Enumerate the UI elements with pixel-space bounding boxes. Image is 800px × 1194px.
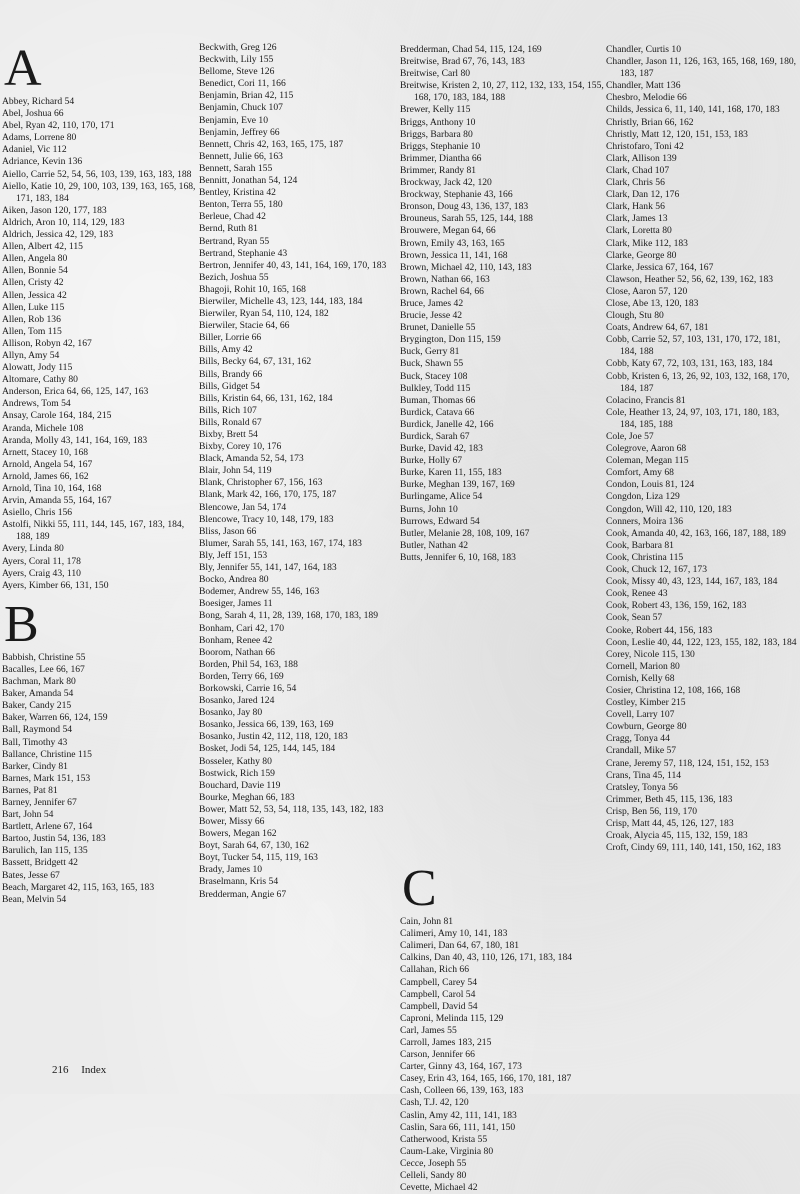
index-entry: Bierwiler, Stacie 64, 66	[199, 320, 290, 332]
index-entry: Congdon, Liza 129	[606, 491, 680, 503]
index-entry: Crisp, Matt 44, 45, 126, 127, 183	[606, 818, 734, 829]
index-entry: Ayers, Coral 11, 178	[2, 555, 81, 567]
index-entry: Clark, Dan 12, 176	[606, 189, 680, 201]
index-entry: Clawson, Heather 52, 56, 62, 139, 162, 183	[606, 273, 774, 285]
index-entry: Cook, Amanda 40, 42, 163, 166, 187, 188, 189	[606, 527, 786, 539]
index-entry: Benedict, Cori 11, 166	[199, 78, 286, 90]
index-entry: Costley, Kimber 215	[606, 697, 686, 709]
index-entry: Bacalles, Lee 66, 167	[2, 663, 85, 675]
index-entry: Clark, Chad 107	[606, 164, 670, 176]
index-entry: Allen, Tom 115	[2, 325, 62, 337]
index-entry: Burlingame, Alice 54	[400, 491, 483, 503]
index-column-4	[606, 44, 798, 854]
index-entry: Bixby, Brett 54	[199, 429, 258, 440]
index-entry: Brockway, Jack 42, 120	[400, 177, 492, 189]
index-entry: Cecce, Joseph 55	[400, 1157, 467, 1169]
index-entry: Borden, Terry 66, 169	[199, 670, 284, 682]
index-entry: Aiello, Carrie 52, 54, 56, 103, 139, 163, 183, 188	[2, 168, 192, 180]
index-entry: Cowburn, George 80	[606, 721, 687, 733]
index-entry: Brygington, Don 115, 159	[400, 334, 501, 346]
index-entry: Bly, Jeff 151, 153	[199, 549, 268, 561]
index-entry: Cobb, Kristen 6, 13, 26, 92, 103, 132, 168, 170, 184, 187	[606, 370, 790, 394]
index-entry: Benjamin, Jeffrey 66	[199, 126, 280, 138]
index-entry: Cornish, Kelly 68	[606, 672, 675, 684]
index-entry: Burdick, Sarah 67	[400, 431, 470, 442]
index-entry: Barulich, Ian 115, 135	[2, 845, 88, 857]
index-entry: Burdick, Janelle 42, 166	[400, 418, 494, 430]
index-entry: Bonham, Cari 42, 170	[199, 622, 285, 634]
index-entry: Crimmer, Beth 45, 115, 136, 183	[606, 793, 733, 805]
index-entry: Celleli, Sandy 80	[400, 1170, 467, 1181]
index-entry: Ball, Raymond 54	[2, 724, 73, 736]
index-entry: Clark, Chris 56	[606, 177, 665, 189]
index-entry: Buman, Thomas 66	[400, 394, 476, 406]
index-entry: Bart, John 54	[2, 809, 54, 821]
index-entry: Breitwise, Carl 80	[400, 68, 471, 80]
index-entry: Bulkley, Todd 115	[400, 382, 471, 394]
index-entry: Coon, Leslie 40, 44, 122, 123, 155, 182, 183, 184	[606, 636, 797, 648]
index-entry: Blumer, Sarah 55, 141, 163, 167, 174, 183	[199, 537, 362, 549]
index-entry: Bennett, Julie 66, 163	[199, 150, 283, 162]
index-entry: Clark, Allison 139	[606, 152, 677, 164]
index-entry: Abbey, Richard 54	[2, 96, 75, 107]
index-entry: Boorom, Nathan 66	[199, 646, 275, 658]
index-entry: Ansay, Carole 164, 184, 215	[2, 410, 112, 422]
index-entry: Benjamin, Chuck 107	[199, 102, 283, 114]
index-entry: Corey, Nicole 115, 130	[606, 648, 695, 660]
index-entry: Benton, Terra 55, 180	[199, 199, 283, 211]
index-entry: Borden, Phil 54, 163, 188	[199, 658, 298, 670]
index-entry: Chandler, Curtis 10	[606, 44, 682, 55]
index-entry: Boesiger, James 11	[199, 598, 273, 610]
index-entry: Campbell, Carey 54	[400, 976, 477, 988]
index-entry: Cooke, Robert 44, 156, 183	[606, 624, 713, 636]
index-entry: Campbell, David 54	[400, 1000, 478, 1012]
index-entry: Carl, James 55	[400, 1024, 457, 1036]
index-entry: Brunet, Danielle 55	[400, 322, 476, 334]
index-entry: Close, Aaron 57, 120	[606, 285, 688, 297]
index-entry: Bezich, Joshua 55	[199, 271, 269, 283]
index-entry: Butler, Melanie 28, 108, 109, 167	[400, 527, 530, 539]
index-entry: Astolfi, Nikki 55, 111, 144, 145, 167, 183, 184, 188, 189	[2, 519, 185, 543]
index-entry: Bernd, Ruth 81	[199, 223, 258, 235]
index-entry: Allen, Luke 115	[2, 301, 65, 313]
index-entry: Brown, Emily 43, 163, 165	[400, 237, 505, 249]
index-entry: Aranda, Michele 108	[2, 422, 84, 434]
index-entry: Adriance, Kevin 136	[2, 156, 83, 168]
index-entry: Bronson, Doug 43, 136, 137, 183	[400, 201, 529, 213]
index-entry: Asiello, Chris 156	[2, 507, 73, 519]
index-entry: Brucie, Jesse 42	[400, 310, 463, 322]
index-entry: Carson, Jennifer 66	[400, 1049, 475, 1061]
index-entry: Crans, Tina 45, 114	[606, 769, 682, 781]
index-entry: Blair, John 54, 119	[199, 465, 272, 477]
index-entry: Black, Amanda 52, 54, 173	[199, 453, 304, 465]
index-entry: Bertrand, Ryan 55	[199, 235, 270, 247]
index-entry: Clark, Loretta 80	[606, 225, 672, 237]
index-entry: Clarke, Jessica 67, 164, 167	[606, 261, 714, 273]
index-entry: Bierwiler, Ryan 54, 110, 124, 182	[199, 308, 329, 320]
index-entry: Biller, Lorrie 66	[199, 332, 262, 344]
index-entry: Carroll, James 183, 215	[400, 1036, 492, 1048]
index-entry: Bean, Melvin 54	[2, 893, 67, 905]
index-entry: Aiken, Jason 120, 177, 183	[2, 204, 107, 216]
index-entry: Bills, Kristin 64, 66, 131, 162, 184	[199, 392, 333, 404]
index-entry: Bredderman, Angie 67	[199, 888, 287, 900]
index-entry: Christly, Matt 12, 120, 151, 153, 183	[606, 128, 748, 140]
index-entry: Boyt, Sarah 64, 67, 130, 162	[199, 840, 310, 852]
index-entry: Butler, Nathan 42	[400, 539, 469, 551]
index-entry: Ayers, Kimber 66, 131, 150	[2, 579, 109, 591]
index-entry: Bouchard, Davie 119	[199, 779, 281, 791]
index-entry: Bellome, Steve 126	[199, 66, 275, 78]
index-entry: Campbell, Carol 54	[400, 988, 476, 1000]
index-entry: Calimeri, Amy 10, 141, 183	[400, 928, 508, 940]
index-entry: Arnold, James 66, 162	[2, 470, 89, 482]
index-entry: Ayers, Craig 43, 110	[2, 567, 81, 579]
index-entry: Arnett, Stacey 10, 168	[2, 446, 89, 458]
index-entry: Brouneus, Sarah 55, 125, 144, 188	[400, 213, 533, 225]
index-entry: Barney, Jennifer 67	[2, 796, 77, 808]
index-entry: Cook, Barbara 81	[606, 539, 674, 551]
index-entry: Cook, Missy 40, 43, 123, 144, 167, 183, 184	[606, 576, 778, 588]
index-entry: Benjamin, Brian 42, 115	[199, 90, 294, 102]
index-entry: Bills, Becky 64, 67, 131, 162	[199, 356, 312, 368]
index-entry: Condon, Louis 81, 124	[606, 479, 695, 491]
index-entry: Catherwood, Krista 55	[400, 1133, 488, 1145]
index-entry: Arnold, Angela 54, 167	[2, 458, 93, 470]
index-entry: Clough, Stu 80	[606, 310, 664, 322]
index-entry: Allen, Angela 80	[2, 253, 68, 265]
index-entry: Aiello, Katie 10, 29, 100, 103, 139, 163, 165, 168, 171, 183, 184	[2, 180, 196, 204]
index-entry: Bower, Matt 52, 53, 54, 118, 135, 143, 182, 183	[199, 803, 384, 815]
index-entry: Caproni, Melinda 115, 129	[400, 1012, 504, 1024]
index-column-2	[199, 42, 403, 901]
index-entry: Bennitt, Jonathan 54, 124	[199, 175, 298, 187]
index-entry: Christofaro, Toni 42	[606, 140, 684, 152]
index-entry: Cornell, Marion 80	[606, 660, 680, 672]
index-entry: Cobb, Katy 67, 72, 103, 131, 163, 183, 184	[606, 358, 773, 370]
section-letter-a: A	[4, 40, 42, 97]
index-entry: Briggs, Barbara 80	[400, 128, 473, 140]
index-entry: Bills, Gidget 54	[199, 380, 261, 392]
page-number: 216	[52, 1064, 69, 1076]
index-entry: Bassett, Bridgett 42	[2, 857, 78, 869]
index-entry: Bills, Rich 107	[199, 404, 257, 416]
index-entry: Bruce, James 42	[400, 297, 464, 309]
index-entry: Adaniel, Vic 112	[2, 144, 67, 156]
index-entry: Croft, Cindy 69, 111, 140, 141, 150, 162, 183	[606, 842, 781, 854]
index-entry: Burke, Karen 11, 155, 183	[400, 467, 502, 479]
index-entry: Brimmer, Diantha 66	[400, 152, 482, 164]
index-entry: Brown, Rachel 64, 66	[400, 285, 484, 297]
index-entry: Christly, Brian 66, 162	[606, 116, 694, 128]
index-entry: Aldrich, Aron 10, 114, 129, 183	[2, 216, 125, 228]
index-entry: Burke, Meghan 139, 167, 169	[400, 479, 515, 491]
index-entry: Baker, Candy 215	[2, 700, 72, 712]
index-entry: Abel, Joshua 66	[2, 108, 64, 120]
index-entry: Breitwise, Brad 67, 76, 143, 183	[400, 56, 525, 68]
index-entry: Croak, Alycia 45, 115, 132, 159, 183	[606, 830, 748, 842]
index-entry: Allen, Albert 42, 115	[2, 241, 83, 253]
index-entry: Bentley, Kristina 42	[199, 187, 276, 199]
index-entry: Bowers, Megan 162	[199, 828, 277, 840]
index-entry: Avery, Linda 80	[2, 543, 64, 555]
index-entry: Bertrand, Stephanie 43	[199, 247, 288, 259]
index-entry: Beach, Margaret 42, 115, 163, 165, 183	[2, 881, 155, 893]
index-entry: Brown, Michael 42, 110, 143, 183	[400, 261, 532, 273]
index-entry: Brown, Nathan 66, 163	[400, 273, 490, 285]
section-gap	[400, 564, 606, 860]
index-entry: Bennett, Sarah 155	[199, 162, 273, 174]
index-entry: Callahan, Rich 66	[400, 964, 470, 976]
index-entry: Bosanko, Jessica 66, 139, 163, 169	[199, 719, 334, 731]
index-entry: Blank, Christopher 67, 156, 163	[199, 477, 323, 489]
index-entry: Cook, Chuck 12, 167, 173	[606, 564, 708, 576]
index-entry: Clark, James 13	[606, 213, 668, 225]
index-entry: Beckwith, Greg 126	[199, 42, 277, 53]
index-entry: Burdick, Catava 66	[400, 406, 475, 418]
index-entry: Barnes, Pat 81	[2, 784, 58, 796]
index-entry: Bonham, Renee 42	[199, 634, 273, 646]
index-entry: Cragg, Tonya 44	[606, 733, 670, 745]
index-entry: Bills, Brandy 66	[199, 368, 263, 380]
index-entry: Barnes, Mark 151, 153	[2, 772, 91, 784]
index-entry: Braselmann, Kris 54	[199, 876, 279, 888]
index-entry: Barker, Cindy 81	[2, 760, 68, 772]
index-entry: Bartoo, Justin 54, 136, 183	[2, 833, 106, 845]
index-entry: Chesbro, Melodie 66	[606, 92, 687, 104]
index-entry: Brown, Jessica 11, 141, 168	[400, 249, 508, 261]
index-entry: Adams, Lorrene 80	[2, 132, 77, 144]
index-entry: Bliss, Jason 66	[199, 525, 257, 537]
index-entry: Blank, Mark 42, 166, 170, 175, 187	[199, 489, 337, 501]
index-entry: Conners, Moira 136	[606, 515, 684, 527]
index-entry: Coats, Andrew 64, 67, 181	[606, 322, 709, 334]
index-entry: Bosseler, Kathy 80	[199, 755, 272, 767]
index-entry: Comfort, Amy 68	[606, 467, 674, 479]
index-entry: Cook, Christina 115	[606, 551, 684, 563]
footer-section-label: Index	[81, 1064, 107, 1076]
index-entry: Cevette, Michael 42	[400, 1182, 478, 1194]
index-entry: Bly, Jennifer 55, 141, 147, 164, 183	[199, 562, 337, 574]
index-entry: Baker, Warren 66, 124, 159	[2, 712, 108, 724]
index-entry: Caslin, Sara 66, 111, 141, 150	[400, 1121, 516, 1133]
index-entry: Coleman, Megan 115	[606, 455, 689, 467]
index-entry: Bixby, Corey 10, 176	[199, 441, 282, 453]
index-entry: Bierwiler, Michelle 43, 123, 144, 183, 184	[199, 295, 363, 307]
index-entry: Bertron, Jennifer 40, 43, 141, 164, 169, 170, 183	[199, 259, 387, 271]
index-entry: Bredderman, Chad 54, 115, 124, 169	[400, 44, 542, 55]
index-entry: Cook, Robert 43, 136, 159, 162, 183	[606, 600, 747, 612]
index-entry: Blencowe, Jan 54, 174	[199, 501, 287, 513]
index-entry: Cook, Renee 43	[606, 588, 668, 600]
index-entry: Chandler, Matt 136	[606, 80, 681, 92]
index-entry: Burrows, Edward 54	[400, 515, 480, 527]
index-entry: Beckwith, Lily 155	[199, 54, 274, 66]
index-entry: Blencowe, Tracy 10, 148, 179, 183	[199, 513, 334, 525]
index-entry: Bennett, Chris 42, 163, 165, 175, 187	[199, 138, 344, 150]
index-entry: Bosanko, Jay 80	[199, 707, 263, 719]
index-entry: Crandall, Mike 57	[606, 745, 677, 757]
index-entry: Cash, T.J. 42, 120	[400, 1097, 469, 1109]
index-entry: Cole, Joe 57	[606, 431, 654, 442]
index-entry: Alowatt, Jody 115	[2, 362, 73, 374]
index-entry: Berleue, Chad 42	[199, 211, 266, 223]
index-entry: Cain, John 81	[400, 916, 454, 928]
index-entry: Clark, Hank 56	[606, 201, 665, 213]
index-entry: Bosket, Jodi 54, 125, 144, 145, 184	[199, 743, 336, 755]
index-entry: Cobb, Carrie 52, 57, 103, 131, 170, 172, 181, 184, 188	[606, 334, 781, 358]
index-entry: Burke, David 42, 183	[400, 443, 483, 455]
index-entry: Ballance, Christine 115	[2, 748, 92, 760]
index-entry: Chandler, Jason 11, 126, 163, 165, 168, 169, 180, 183, 187	[606, 56, 797, 80]
index-entry: Allen, Jessica 42	[2, 289, 67, 301]
index-entry: Bocko, Andrea 80	[199, 574, 269, 586]
index-entry: Babbish, Christine 55	[2, 651, 86, 663]
section-letter-b: B	[4, 595, 39, 653]
index-entry: Brouwere, Megan 64, 66	[400, 225, 496, 237]
index-entry: Butts, Jennifer 6, 10, 168, 183	[400, 551, 516, 563]
index-entry: Cosier, Christina 12, 108, 166, 168	[606, 684, 741, 696]
index-entry: Brimmer, Randy 81	[400, 164, 477, 176]
index-entry: Cash, Colleen 66, 139, 163, 183	[400, 1085, 524, 1097]
index-entry: Brockway, Stephanie 43, 166	[400, 189, 513, 201]
index-entry: Altomare, Cathy 80	[2, 374, 78, 386]
index-entry: Ball, Timothy 43	[2, 736, 68, 748]
index-entry: Crisp, Ben 56, 119, 170	[606, 805, 698, 817]
index-entry: Colegrove, Aaron 68	[606, 443, 687, 455]
index-entry: Bosanko, Jared 124	[199, 695, 275, 707]
index-entry: Caum-Lake, Virginia 80	[400, 1145, 494, 1157]
index-entry: Cook, Sean 57	[606, 612, 663, 624]
index-entry: Brady, James 10	[199, 864, 263, 876]
page-footer	[52, 1064, 116, 1076]
index-entry: Breitwise, Kristen 2, 10, 27, 112, 132, 133, 154, 155, 168, 170, 183, 184, 188	[400, 80, 604, 104]
index-entry: Clarke, George 80	[606, 249, 677, 261]
index-column-3	[400, 44, 606, 1194]
index-entry: Bodemer, Andrew 55, 146, 163	[199, 586, 320, 598]
index-entry: Arnold, Tina 10, 164, 168	[2, 483, 102, 494]
index-entry: Close, Abe 13, 120, 183	[606, 297, 699, 309]
index-entry: Baker, Amanda 54	[2, 688, 74, 700]
index-entry: Bills, Amy 42	[199, 344, 253, 356]
index-entry: Covell, Larry 107	[606, 709, 675, 721]
index-entry: Abel, Ryan 42, 110, 170, 171	[2, 120, 115, 132]
index-entry: Crane, Jeremy 57, 118, 124, 151, 152, 153	[606, 757, 769, 769]
index-entry: Brewer, Kelly 115	[400, 104, 471, 116]
index-entry: Benjamin, Eve 10	[199, 114, 269, 126]
index-entry: Briggs, Stephanie 10	[400, 140, 481, 152]
index-entry: Bhagoji, Rohit 10, 165, 168	[199, 283, 306, 295]
index-entry: Bartlett, Arlene 67, 164	[2, 821, 93, 833]
index-entry: Anderson, Erica 64, 66, 125, 147, 163	[2, 386, 149, 398]
index-entry: Casey, Erin 43, 164, 165, 166, 170, 181, 187	[400, 1073, 572, 1085]
index-entry: Borkowski, Carrie 16, 54	[199, 682, 297, 694]
index-entry: Buck, Shawn 55	[400, 358, 464, 370]
index-entry: Colacino, Francis 81	[606, 394, 686, 406]
index-entry: Calimeri, Dan 64, 67, 180, 181	[400, 940, 520, 952]
index-entry: Allison, Robyn 42, 167	[2, 337, 92, 349]
index-entry: Buck, Gerry 81	[400, 346, 460, 358]
index-entry: Cratsley, Tonya 56	[606, 781, 678, 793]
index-entry: Cole, Heather 13, 24, 97, 103, 171, 180, 183, 184, 185, 188	[606, 406, 780, 430]
index-entry: Boyt, Tucker 54, 115, 119, 163	[199, 852, 318, 864]
index-entry: Congdon, Will 42, 110, 120, 183	[606, 503, 732, 515]
index-entry: Burke, Holly 67	[400, 455, 463, 467]
index-entry: Bates, Jesse 67	[2, 869, 60, 881]
index-entry: Bostwick, Rich 159	[199, 767, 275, 779]
index-entry: Allen, Bonnie 54	[2, 265, 68, 277]
index-entry: Buck, Stacey 108	[400, 370, 468, 382]
index-entry: Bong, Sarah 4, 11, 28, 139, 168, 170, 183, 189	[199, 610, 378, 622]
index-entry: Caslin, Amy 42, 111, 141, 183	[400, 1109, 517, 1121]
index-entry: Bower, Missy 66	[199, 816, 265, 827]
index-entry: Burns, John 10	[400, 503, 458, 515]
index-entry: Allen, Cristy 42	[2, 277, 64, 289]
index-entry: Clark, Mike 112, 183	[606, 237, 688, 249]
index-column-1	[2, 40, 198, 906]
index-entry: Andrews, Tom 54	[2, 398, 71, 410]
index-entry: Allen, Rob 136	[2, 313, 61, 325]
index-entry: Carter, Ginny 43, 164, 167, 173	[400, 1061, 522, 1073]
index-entry: Calkins, Dan 40, 43, 110, 126, 171, 183, 184	[400, 952, 573, 964]
index-entry: Bourke, Meghan 66, 183	[199, 791, 295, 803]
index-entry: Briggs, Anthony 10	[400, 116, 476, 128]
section-letter-c: C	[402, 860, 437, 918]
index-entry: Aranda, Molly 43, 141, 164, 169, 183	[2, 434, 148, 446]
index-entry: Bosanko, Justin 42, 112, 118, 120, 183	[199, 731, 348, 743]
index-entry: Bills, Ronald 67	[199, 416, 262, 428]
index-entry: Childs, Jessica 6, 11, 140, 141, 168, 170, 183	[606, 104, 780, 116]
index-entry: Allyn, Amy 54	[2, 349, 60, 361]
index-entry: Aldrich, Jessica 42, 129, 183	[2, 229, 114, 241]
index-entry: Arvin, Amanda 55, 164, 167	[2, 495, 112, 507]
index-entry: Bachman, Mark 80	[2, 676, 76, 688]
